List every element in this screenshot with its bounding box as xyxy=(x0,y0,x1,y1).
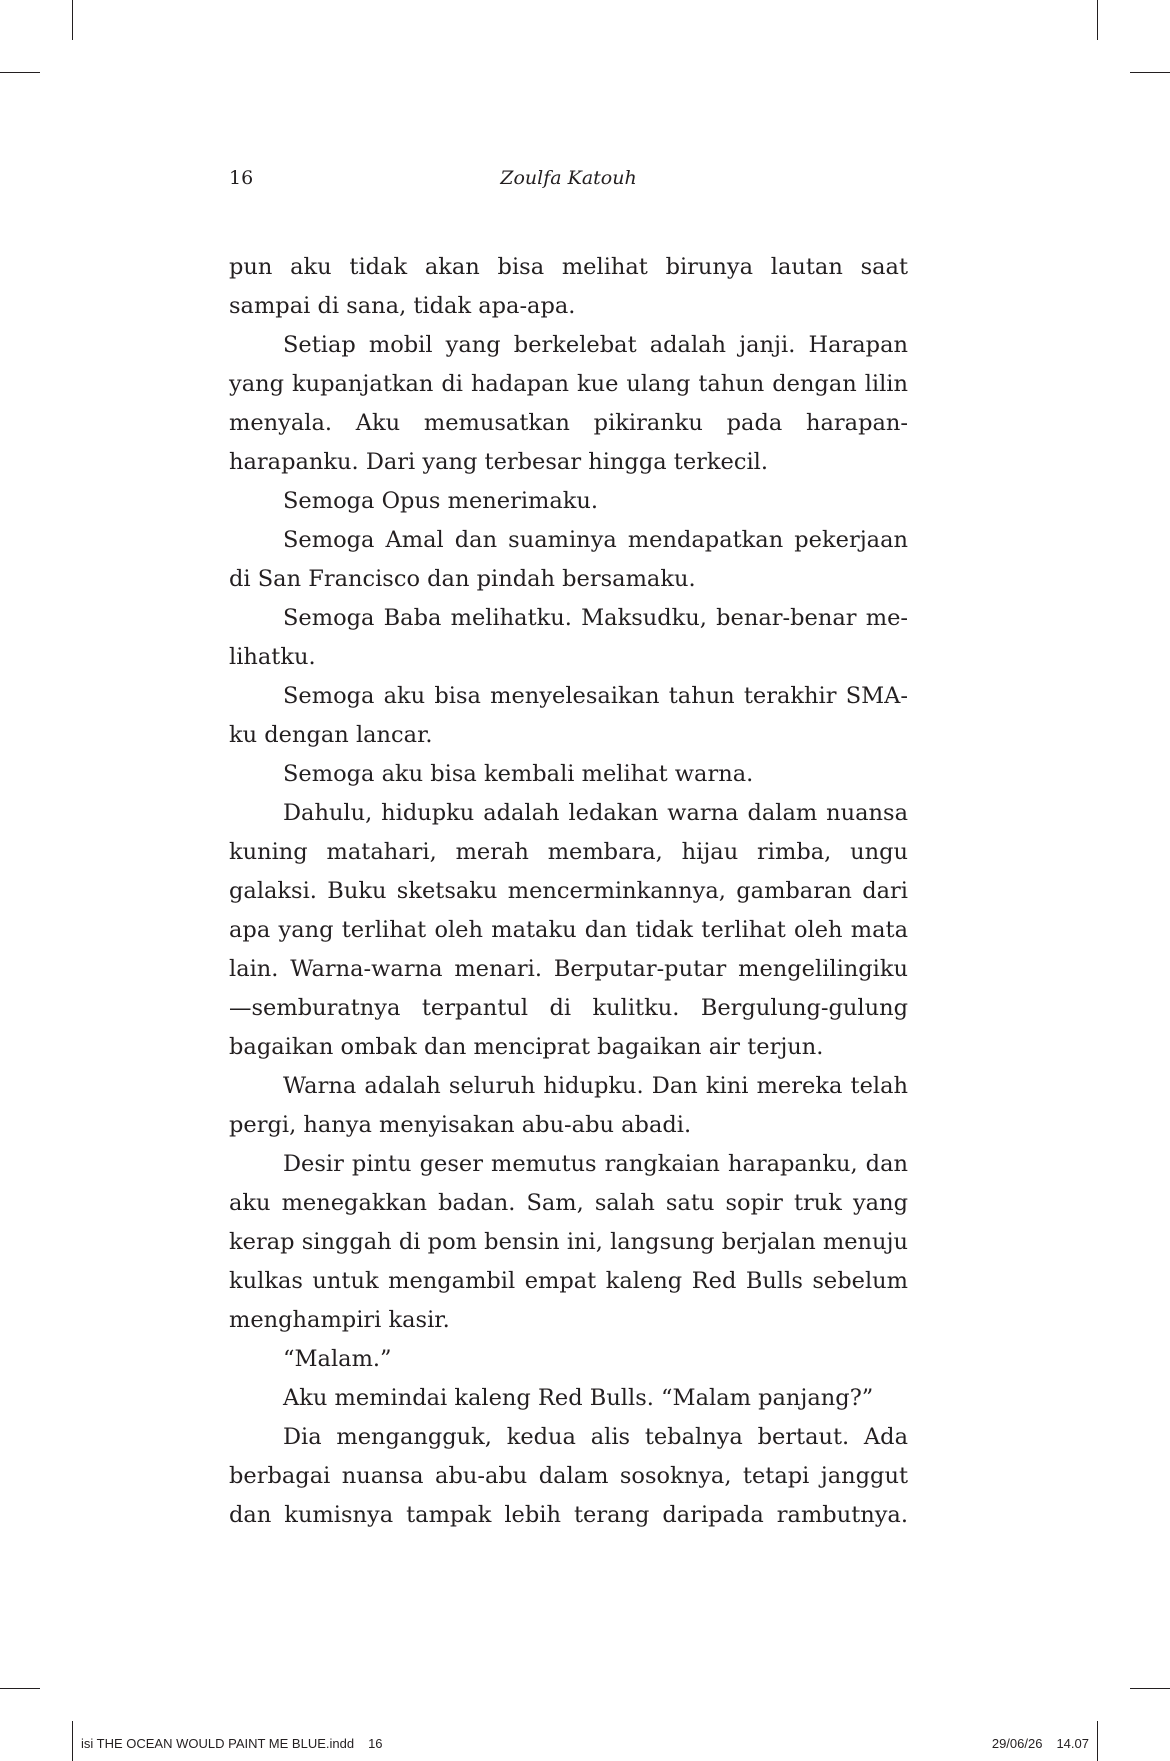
running-title-author: Zoulfa Katouh xyxy=(500,167,637,189)
slug-file-name: isi THE OCEAN WOULD PAINT ME BLUE.indd xyxy=(81,1736,355,1751)
paragraph-3: Semoga Opus menerimaku. xyxy=(283,488,599,514)
crop-mark-bottom-right-horizontal xyxy=(1130,1688,1170,1689)
crop-mark-top-left-horizontal xyxy=(0,72,40,73)
body-text xyxy=(229,248,908,1535)
crop-mark-bottom-right xyxy=(1097,1721,1098,1761)
paragraph-13: Dia mengangguk, kedua alis tebalnya bertaut. Ada berbagai nuansa abu-abu dalam sosoknya, tetapi janggut dan kumisnya tampak lebih terang daripada rambutnya. xyxy=(229,1424,908,1528)
paragraph-6: Semoga aku bisa menyelesaikan tahun terakhir SMA-ku dengan lancar. xyxy=(229,683,908,748)
paragraph-12: Aku memindai kaleng Red Bulls. “Malam panjang?” xyxy=(283,1385,874,1411)
crop-mark-top-right-horizontal xyxy=(1130,72,1170,73)
slug-file-info xyxy=(81,1734,383,1754)
slug-date-info xyxy=(992,1734,1089,1754)
paragraph-7: Semoga aku bisa kembali melihat warna. xyxy=(283,761,754,787)
slug-time: 14.07 xyxy=(1056,1736,1089,1751)
paragraph-11: “Malam.” xyxy=(283,1346,392,1372)
crop-mark-bottom-left xyxy=(72,1721,73,1761)
paragraph-5: Semoga Baba melihatku. Maksudku, benar-benar melihatku. xyxy=(229,605,908,670)
crop-mark-bottom-left-horizontal xyxy=(0,1688,40,1689)
slug-date: 29/06/26 xyxy=(991,1736,1043,1751)
paragraph-1: pun aku tidak akan bisa melihat birunya lautan saat sampai di sana, tidak apa-apa. xyxy=(229,254,908,319)
page-number: 16 xyxy=(229,167,254,189)
crop-mark-top-right xyxy=(1097,0,1098,40)
slug-page-number: 16 xyxy=(368,1736,383,1751)
paragraph-2: Setiap mobil yang berkelebat adalah janji. Harapan yang kupanjatkan di hadapan kue ulang tahun dengan lilin menyala. Aku memusatkan pikiranku pada harapanharapanku. Dari yang terbesar hingga terkecil. xyxy=(229,332,908,475)
running-head xyxy=(229,163,908,193)
paragraph-8: Dahulu, hidupku adalah ledakan warna dalam nuansa kuning matahari, merah membara, hijau rimba, ungu galaksi. Buku sketsaku mencerminkannya, gambaran dari apa yang terlihat oleh mataku dan tidak terlihat oleh mata lain. Warna-warna menari. Berputar-putar mengelilingiku—semburatnya terpantul di kulitku. Bergulung-gulung bagaikan ombak dan menciprat bagaikan air terjun. xyxy=(229,800,908,1060)
paragraph-4: Semoga Amal dan suaminya mendapatkan pekerjaan di San Francisco dan pindah bersamaku. xyxy=(229,527,908,592)
paragraph-9: Warna adalah seluruh hidupku. Dan kini mereka telah pergi, hanya menyisakan abu-abu abadi. xyxy=(229,1073,908,1138)
paragraph-10: Desir pintu geser memutus rangkaian harapanku, dan aku menegakkan badan. Sam, salah satu sopir truk yang kerap singgah di pom bensin ini, langsung berjalan menuju kulkas untuk mengambil empat kaleng Red Bulls sebelum menghampiri kasir. xyxy=(229,1151,908,1333)
crop-mark-top-left xyxy=(72,0,73,40)
